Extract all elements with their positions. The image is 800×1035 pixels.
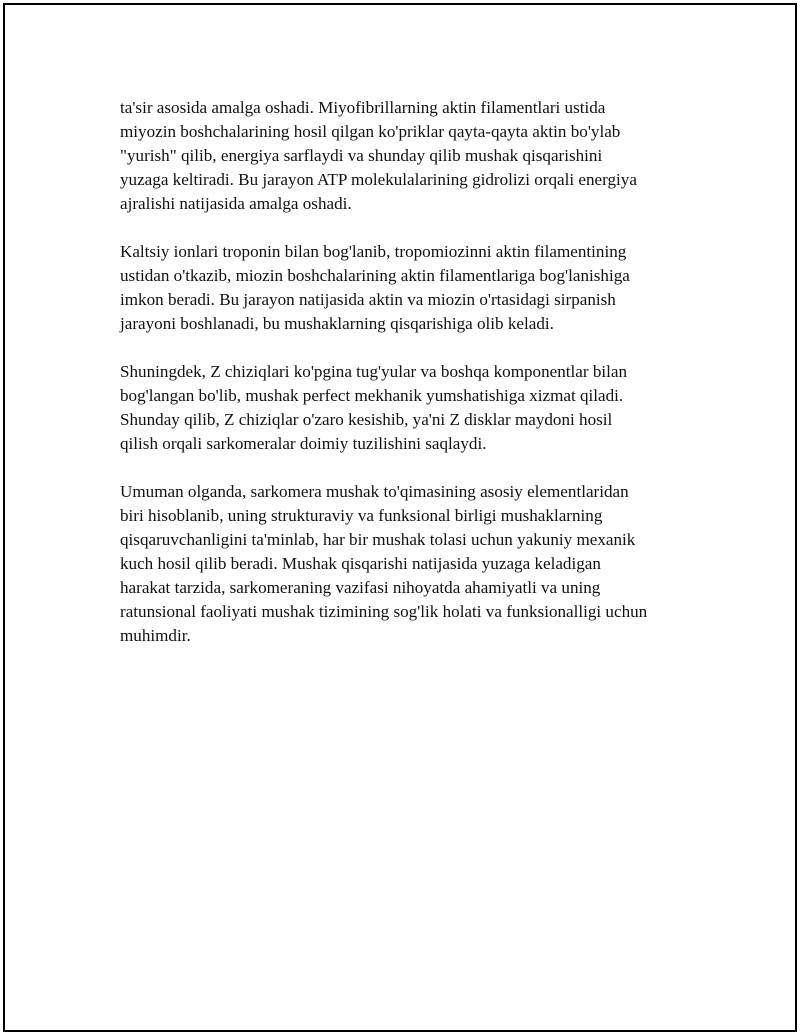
paragraph-3 [120, 360, 710, 456]
text-line: Umuman olganda, sarkomera mushak to'qimasining asosiy elementlaridan [120, 482, 629, 501]
text-line: Shuningdek, Z chiziqlari ko'pgina tug'yular va boshqa komponentlar bilan [120, 362, 627, 381]
text-line: harakat tarzida, sarkomeraning vazifasi nihoyatda ahamiyatli va uning [120, 578, 601, 597]
text-line: imkon beradi. Bu jarayon natijasida aktin va miozin o'rtasidagi sirpanish [120, 290, 616, 309]
text-line: ustidan o'tkazib, miozin boshchalarining aktin filamentlariga bog'lanishiga [120, 266, 630, 285]
document-page [3, 3, 797, 1032]
text-line: Shunday qilib, Z chiziqlar o'zaro kesishib, ya'ni Z disklar maydoni hosil [120, 410, 613, 429]
text-line: qilish orqali sarkomeralar doimiy tuzilishini saqlaydi. [120, 434, 487, 453]
text-line: jarayoni boshlanadi, bu mushaklarning qisqarishiga olib keladi. [120, 314, 554, 333]
text-line: miyozin boshchalarining hosil qilgan ko'priklar qayta-qayta aktin bo'ylab [120, 122, 621, 141]
text-line: "yurish" qilib, energiya sarflaydi va shunday qilib mushak qisqarishini [120, 146, 603, 165]
text-line: kuch hosil qilib beradi. Mushak qisqarishi natijasida yuzaga keladigan [120, 554, 601, 573]
text-line: ajralishi natijasida amalga oshadi. [120, 194, 352, 213]
document-body [120, 96, 710, 672]
text-line: biri hisoblanib, uning strukturaviy va funksional birligi mushaklarning [120, 506, 603, 525]
paragraph-2 [120, 240, 710, 336]
paragraph-4 [120, 480, 710, 648]
text-line: muhimdir. [120, 626, 191, 645]
paragraph-1 [120, 96, 710, 216]
text-line: ratunsional faoliyati mushak tizimining sog'lik holati va funksionalligi uchun [120, 602, 648, 621]
text-line: yuzaga keltiradi. Bu jarayon ATP molekulalarining gidrolizi orqali energiya [120, 170, 637, 189]
text-line: Kaltsiy ionlari troponin bilan bog'lanib, tropomiozinni aktin filamentining [120, 242, 627, 261]
text-line: qisqaruvchanligini ta'minlab, har bir mushak tolasi uchun yakuniy mexanik [120, 530, 636, 549]
text-line: bog'langan bo'lib, mushak perfect mekhanik yumshatishiga xizmat qiladi. [120, 386, 624, 405]
text-line: ta'sir asosida amalga oshadi. Miyofibrillarning aktin filamentlari ustida [120, 98, 606, 117]
